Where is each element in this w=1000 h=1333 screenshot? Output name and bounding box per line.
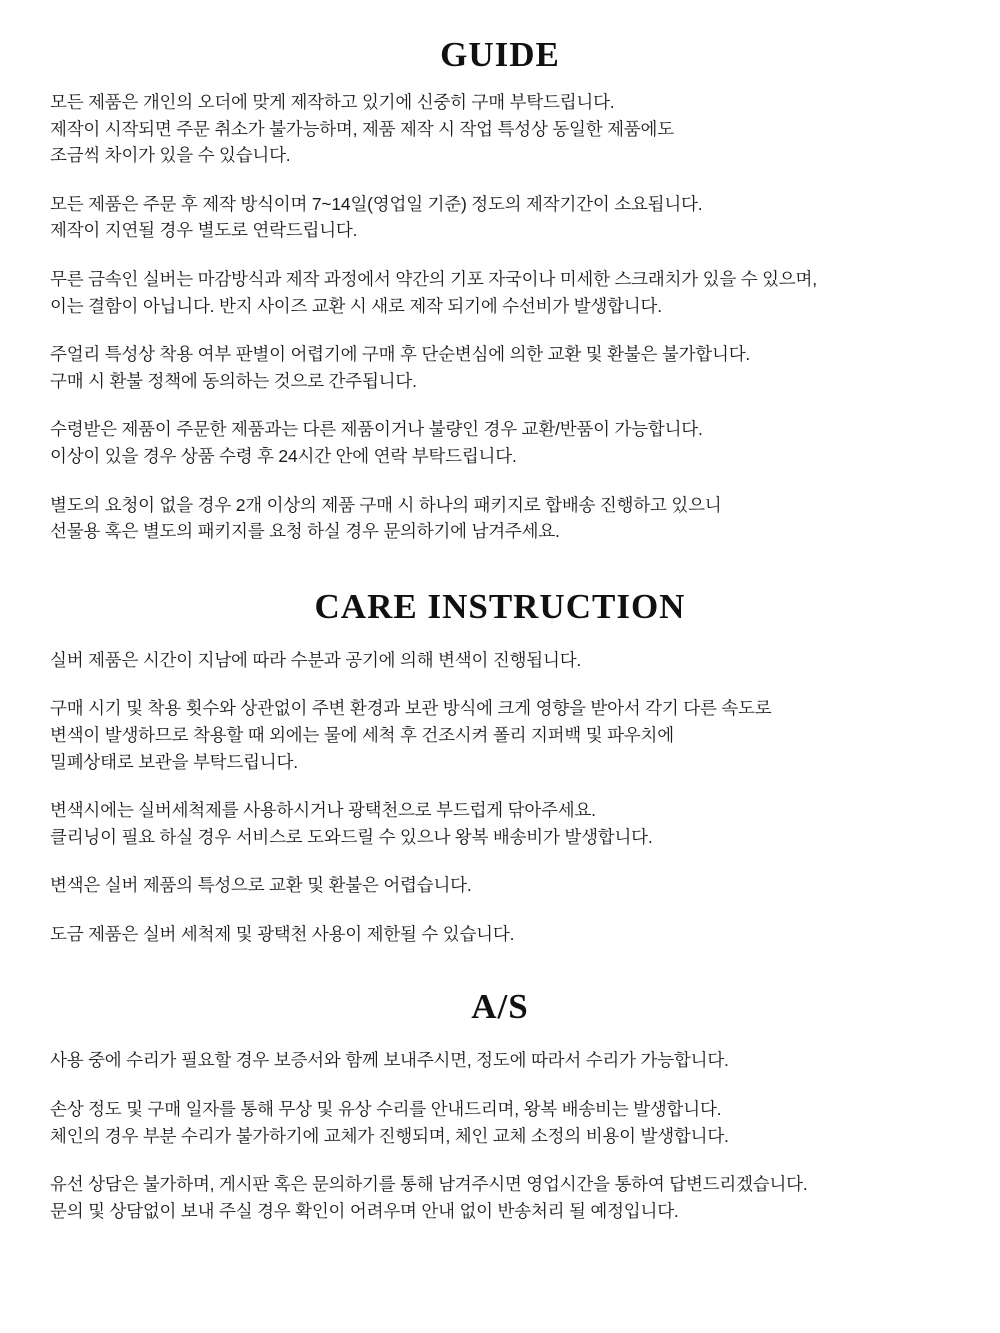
section-title-guide: GUIDE [440,35,560,74]
text-line: 클리닝이 필요 하실 경우 서비스로 도와드릴 수 있으나 왕복 배송비가 발생합니다. [50,826,653,847]
paragraph [50,797,950,850]
text-line: 별도의 요청이 없을 경우 2개 이상의 제품 구매 시 하나의 패키지로 합배송 진행하고 있으니 [50,494,722,515]
paragraph [50,1171,950,1224]
section-body-care-instruction [50,647,950,948]
paragraph [50,266,950,319]
text-line: 무른 금속인 실버는 마감방식과 제작 과정에서 약간의 기포 자국이나 미세한 스크래치가 있을 수 있으며, [50,268,817,289]
text-line: 모든 제품은 주문 후 제작 방식이며 7~14일(영업일 기준) 정도의 제작기간이 소요됩니다. [50,193,703,214]
text-line: 변색은 실버 제품의 특성으로 교환 및 환불은 어렵습니다. [50,875,472,896]
text-line: 도금 제품은 실버 세척제 및 광택천 사용이 제한될 수 있습니다. [50,923,515,944]
text-line: 밀폐상태로 보관을 부탁드립니다. [50,751,298,772]
text-line: 이상이 있을 경우 상품 수령 후 24시간 안에 연락 부탁드립니다. [50,445,517,466]
section-title-care-instruction: CARE INSTRUCTION [314,586,686,626]
paragraph [50,647,950,674]
text-line: 구매 시 환불 정책에 동의하는 것으로 간주됩니다. [50,370,417,391]
text-line: 변색이 발생하므로 착용할 때 외에는 물에 세척 후 건조시켜 폴리 지퍼백 및 파우치에 [50,724,674,745]
text-line: 유선 상담은 불가하며, 게시판 혹은 문의하기를 통해 남겨주시면 영업시간을 통하여 답변드리겠습니다. [50,1174,808,1195]
paragraph [50,695,950,775]
section-title-as: A/S [471,987,529,1027]
text-line: 제작이 시작되면 주문 취소가 불가능하며, 제품 제작 시 작업 특성상 동일한 제품에도 [50,118,674,139]
text-line: 수령받은 제품이 주문한 제품과는 다른 제품이거나 불량인 경우 교환/반품이 가능합니다. [50,419,703,440]
paragraph [50,1047,950,1074]
paragraph [50,921,950,948]
text-line: 문의 및 상담없이 보내 주실 경우 확인이 어려우며 안내 없이 반송처리 될 예정입니다. [50,1200,679,1221]
paragraph [50,872,950,899]
paragraph [50,89,950,169]
text-line: 모든 제품은 개인의 오더에 맞게 제작하고 있기에 신중히 구매 부탁드립니다. [50,92,615,112]
paragraph [50,1096,950,1149]
text-line: 손상 정도 및 구매 일자를 통해 무상 및 유상 수리를 안내드리며, 왕복 배송비는 발생합니다. [50,1099,722,1120]
paragraph [50,492,950,545]
section-body-as [50,1047,950,1224]
text-line: 변색시에는 실버세척제를 사용하시거나 광택천으로 부드럽게 닦아주세요. [50,800,596,821]
text-line: 이는 결함이 아닙니다. 반지 사이즈 교환 시 새로 제작 되기에 수선비가 발생합니다. [50,295,662,316]
text-line: 실버 제품은 시간이 지남에 따라 수분과 공기에 의해 변색이 진행됩니다. [50,649,582,670]
paragraph [50,191,950,244]
text-line: 주얼리 특성상 착용 여부 판별이 어렵기에 구매 후 단순변심에 의한 교환 및 환불은 불가합니다. [50,344,751,365]
section-body-guide [50,89,950,545]
text-line: 제작이 지연될 경우 별도로 연락드립니다. [50,220,358,241]
text-line: 구매 시기 및 착용 횟수와 상관없이 주변 환경과 보관 방식에 크게 영향을 받아서 각기 다른 속도로 [50,698,772,719]
paragraph [50,341,950,394]
text-line: 선물용 혹은 별도의 패키지를 요청 하실 경우 문의하기에 남겨주세요. [50,521,560,542]
text-line: 조금씩 차이가 있을 수 있습니다. [50,145,291,166]
text-line: 사용 중에 수리가 필요할 경우 보증서와 함께 보내주시면, 정도에 따라서 수리가 가능합니다. [50,1050,729,1071]
text-line: 체인의 경우 부분 수리가 불가하기에 교체가 진행되며, 체인 교체 소정의 비용이 발생합니다. [50,1125,729,1146]
paragraph [50,416,950,469]
